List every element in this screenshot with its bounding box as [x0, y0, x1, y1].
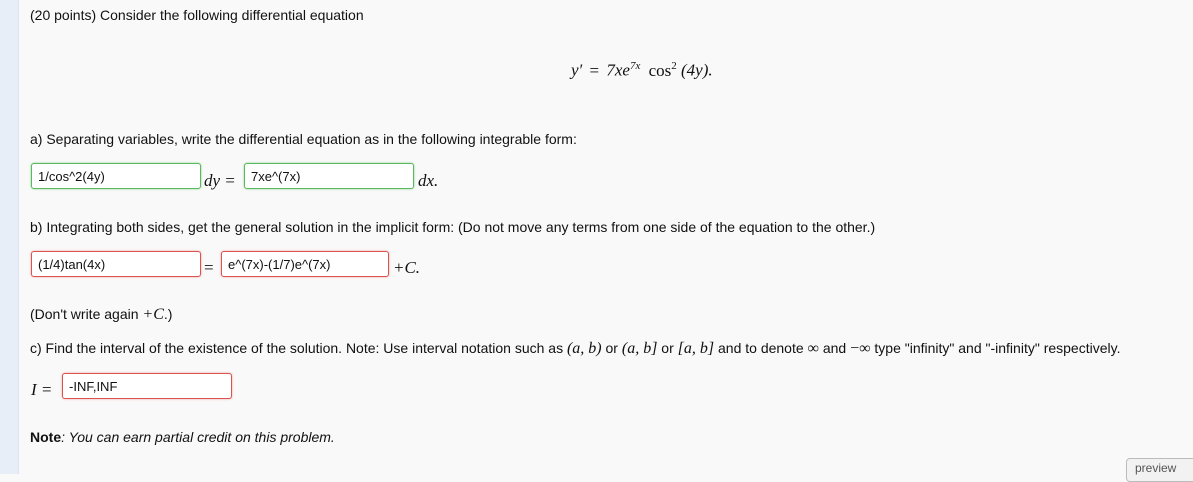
infinity-symbol: ∞: [807, 340, 819, 357]
part-a-dx: dx.: [418, 171, 439, 190]
part-c-text-2: and to denote: [714, 340, 808, 356]
part-a-dy: dy =: [204, 171, 236, 190]
eq-equals: =: [589, 60, 600, 80]
part-a-answer-1[interactable]: 1/cos^2(4y): [31, 163, 201, 189]
eq-coef: 7xe: [606, 60, 630, 80]
part-b-equals: =: [204, 258, 214, 277]
differential-equation: [571, 60, 713, 81]
interval-closed: [a, b]: [677, 340, 715, 357]
eq-cos: cos: [648, 60, 672, 80]
partial-credit-note: [30, 429, 335, 445]
neg-infinity-symbol: −∞: [850, 340, 871, 357]
part-c-or-1: or: [601, 340, 622, 356]
part-c-or-2: or: [657, 340, 678, 356]
eq-lhs: y′: [571, 60, 583, 80]
part-c-and: and: [818, 340, 851, 356]
eq-arg: (4y).: [681, 60, 713, 80]
part-a-prompt: a) Separating variables, write the differential equation as in the following integrable form:: [30, 131, 577, 147]
part-a-answer-2[interactable]: 7xe^(7x): [244, 163, 414, 189]
interval-open: (a, b): [566, 340, 602, 357]
part-c-prompt: [30, 340, 1120, 358]
note-label: Note: [30, 429, 62, 445]
part-c-answer[interactable]: -INF,INF: [62, 373, 232, 399]
part-c-text-1: c) Find the interval of the existence of the solution. Note: Use interval notation such as: [30, 340, 567, 356]
problem-panel: [19, 0, 1193, 474]
part-b-answer-2[interactable]: e^(7x)-(1/7)e^(7x): [221, 251, 389, 277]
eq-cos-exp: 2: [671, 60, 677, 72]
note-no-c: [30, 306, 172, 324]
note-no-c-symbol: +C: [142, 306, 164, 323]
left-sidebar-strip: [0, 0, 19, 474]
note-no-c-prefix: (Don't write again: [30, 306, 143, 322]
part-b-answer-1[interactable]: (1/4)tan(4x): [31, 251, 201, 277]
note-no-c-suffix: .): [163, 306, 173, 322]
note-text: : You can earn partial credit on this problem.: [61, 429, 335, 445]
part-b-prompt: b) Integrating both sides, get the general solution in the implicit form: (Do not move any terms from one side of the equation to the other.): [30, 219, 876, 235]
part-c-text-3: type "infinity" and "-infinity" respectively.: [870, 340, 1121, 356]
interval-half-open: (a, b]: [621, 340, 658, 357]
interval-label: I =: [31, 380, 53, 399]
preview-button[interactable]: preview: [1126, 458, 1193, 482]
eq-exp: 7x: [629, 60, 641, 72]
part-b-plus-c: +C.: [393, 258, 421, 277]
problem-header: (20 points) Consider the following differential equation: [30, 7, 364, 23]
